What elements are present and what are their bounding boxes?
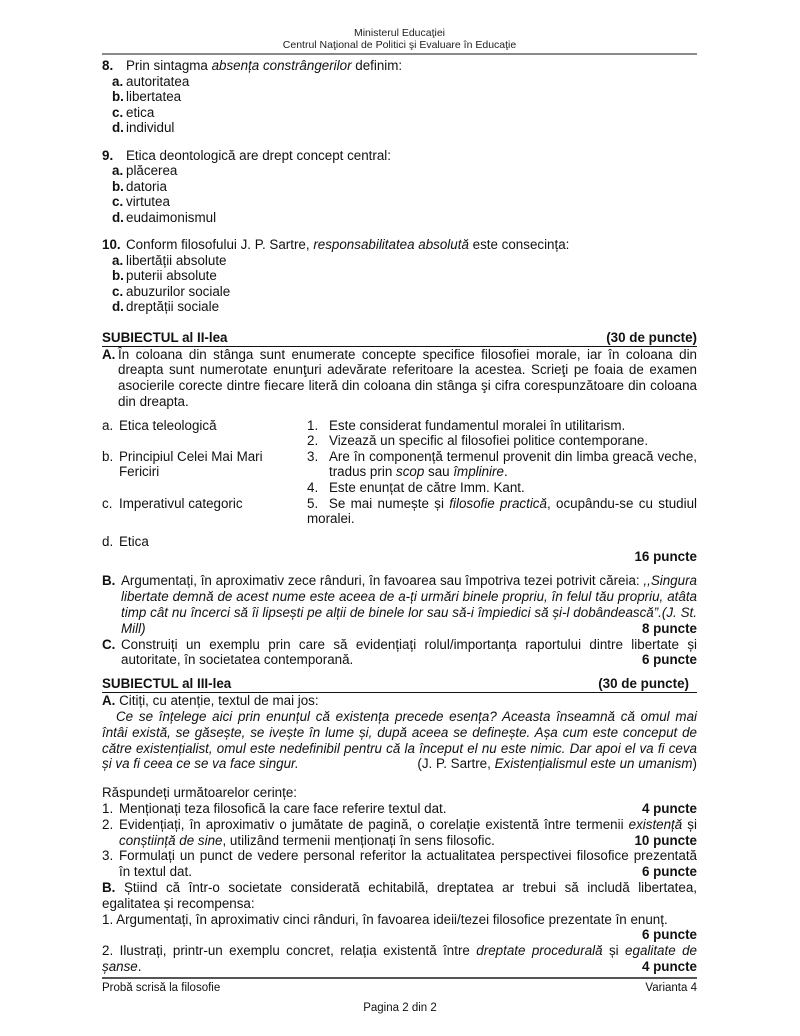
subject-3-a-item-2: 2. Evidențiați, în aproximativ o jumătate de pagină, o corelație existentă între termenii existență și conștiință de sine, utilizând termenii menționați în sens filosofic. 10 puncte: [102, 816, 697, 848]
question-stem: Etica deontologică are drept concept central:: [126, 147, 392, 163]
right-item-2: 2. Vizează un specific al filosofiei politice contemporane.: [307, 433, 649, 449]
question-9: [102, 148, 697, 226]
left-item-a: a. Etica teleologică: [102, 417, 217, 433]
option-c: c. etica: [112, 104, 155, 120]
left-item-c: c. Imperativul categoric: [102, 495, 243, 511]
subject-3-instructions: Răspundeți următoarelor cerințe:: [102, 785, 298, 801]
option-a: a. plăcerea: [112, 163, 178, 178]
subject-3-points: (30 de puncte): [598, 676, 689, 692]
option-d: d. individul: [112, 120, 175, 135]
option-c: c. virtutea: [112, 194, 170, 209]
header-divider: [102, 53, 697, 55]
header-center: Centrul Naţional de Politici şi Evaluare în Educaţie: [282, 39, 517, 51]
subject-2-a-points: 16 puncte: [634, 549, 697, 565]
option-b: b. puterii absolute: [112, 268, 217, 283]
option-c: c. abuzurilor sociale: [112, 283, 231, 299]
option-a: a. autoritatea: [112, 73, 190, 89]
page-header: [102, 0, 697, 51]
left-item-b: b. Principiul Celei Mai Mari Fericiri: [102, 448, 263, 480]
question-number: 10.: [102, 237, 121, 252]
subject-2-a: A. În coloana din stânga sunt enumerate concepte specifice filosofiei morale, iar în coloana din dreapta sunt numerotate enunţuri adevărate referitoare la acestea. Scrieţi pe foaia de examen asocierile corecte dintre fiecare literă din coloana din stânga şi cifra corespunzătoare din coloana din dreapta.: [102, 346, 697, 409]
header-ministry: Ministerul Educaţiei: [353, 27, 446, 39]
option-d: d. eudaimonismul: [112, 209, 217, 225]
option-d: d. dreptății sociale: [112, 299, 220, 314]
question-10: [102, 237, 697, 315]
subject-3-a-item-1: 1. Menționați teza filosofică la care face referire textul dat. 4 puncte: [102, 801, 697, 816]
subject-3-b-intro: B. Știind că într-o societate considerată echitabilă, dreptatea ar trebui să includă libertatea, egalitatea și recompensa:: [102, 879, 697, 911]
page-number: Pagina 2 din 2: [363, 1002, 437, 1014]
left-item-d: d. Etica: [102, 533, 149, 549]
option-b: b. libertatea: [112, 89, 182, 104]
subject-2-c-points: 6 puncte: [641, 652, 697, 668]
association-table: [102, 418, 697, 550]
subject-2-points: (30 de puncte): [606, 329, 697, 345]
subject-3-title: SUBIECTUL al III-lea (30 de puncte): [102, 676, 697, 693]
subject-3-a-item-3: 3. Formulați un punct de vedere personal referitor la actualitatea perspectivei filosofice prezentată în textul dat. 6 puncte: [102, 848, 697, 880]
subject-3-a-quote: Ce se înțelege aici prin enunțul că existența precede esența? Aceasta înseamnă că omul mai întâi există, se găsește, se ivește în lume și, după aceea se definește. Așa cum este conceput de către existențialist, omul este nedefinibil pentru că la început el nu este nimic. Dar apoi el va fi ceva și va fi ceea ce se va face singur. (J. P. Sartre, Existențialismul este un umanism): [102, 709, 697, 772]
option-a: a. libertății absolute: [112, 252, 227, 268]
right-item-3: 3. Are în componență termenul provenit din limba greacă veche, tradus prin scop sau împlinire.: [307, 448, 697, 480]
question-stem: Prin sintagma absența constrângerilor definim:: [126, 58, 403, 73]
question-number: 9.: [102, 147, 114, 163]
exam-page: [102, 0, 697, 975]
right-item-4: 4. Este enunțat de către Imm. Kant.: [307, 480, 525, 496]
subject-3-b-item-1: 1. Argumentați, în aproximativ cinci rânduri, în favoarea ideii/tezei filosofice prezentate în enunț. 6 puncte: [102, 911, 697, 943]
question-number: 8.: [102, 58, 114, 73]
subject-3-b-item-2: 2. Ilustrați, printr-un exemplu concret, relația existentă între dreptate procedurală și egalitate de șanse. 4 puncte: [102, 943, 697, 974]
page-footer: [102, 982, 697, 994]
subject-2-title: SUBIECTUL al II-lea (30 de puncte): [102, 329, 697, 345]
footer-exam-name: Probă scrisă la filosofie: [102, 982, 221, 994]
right-item-1: 1. Este considerat fundamentul moralei în utilitarism.: [307, 417, 626, 433]
right-item-5: 5. Se mai numește și filosofie practică, ocupându-se cu studiul moralei.: [307, 495, 698, 527]
footer-variant: Varianta 4: [645, 982, 697, 994]
subject-3-a-intro: A. Citiți, cu atenție, textul de mai jos:: [102, 693, 319, 709]
subject-2-b-points: 8 puncte: [641, 620, 697, 636]
footer-divider: [102, 977, 697, 979]
subject-2-c: C. Construiți un exemplu prin care să evidențiați rolul/importanța raportului dintre libertate și autoritate, în societatea contemporană. 6 puncte: [102, 636, 697, 668]
question-stem: Conform filosofului J. P. Sartre, responsabilitatea absolută este consecința:: [126, 237, 570, 252]
option-b: b. datoria: [112, 178, 167, 194]
subject-2-b: B. Argumentați, în aproximativ zece rânduri, în favoarea sau împotriva tezei potrivit căreia: ,,Singura libertate demnă de acest nume este aceea de a-ți urmări binele propriu, în felul tău propriu, atâta timp cât nu încerci să îi lipsești pe alții de binele lor sau să-i împiedici să și-l dobândească”.(J. St. Mill) 8 puncte: [102, 573, 697, 636]
question-8: [102, 58, 697, 136]
